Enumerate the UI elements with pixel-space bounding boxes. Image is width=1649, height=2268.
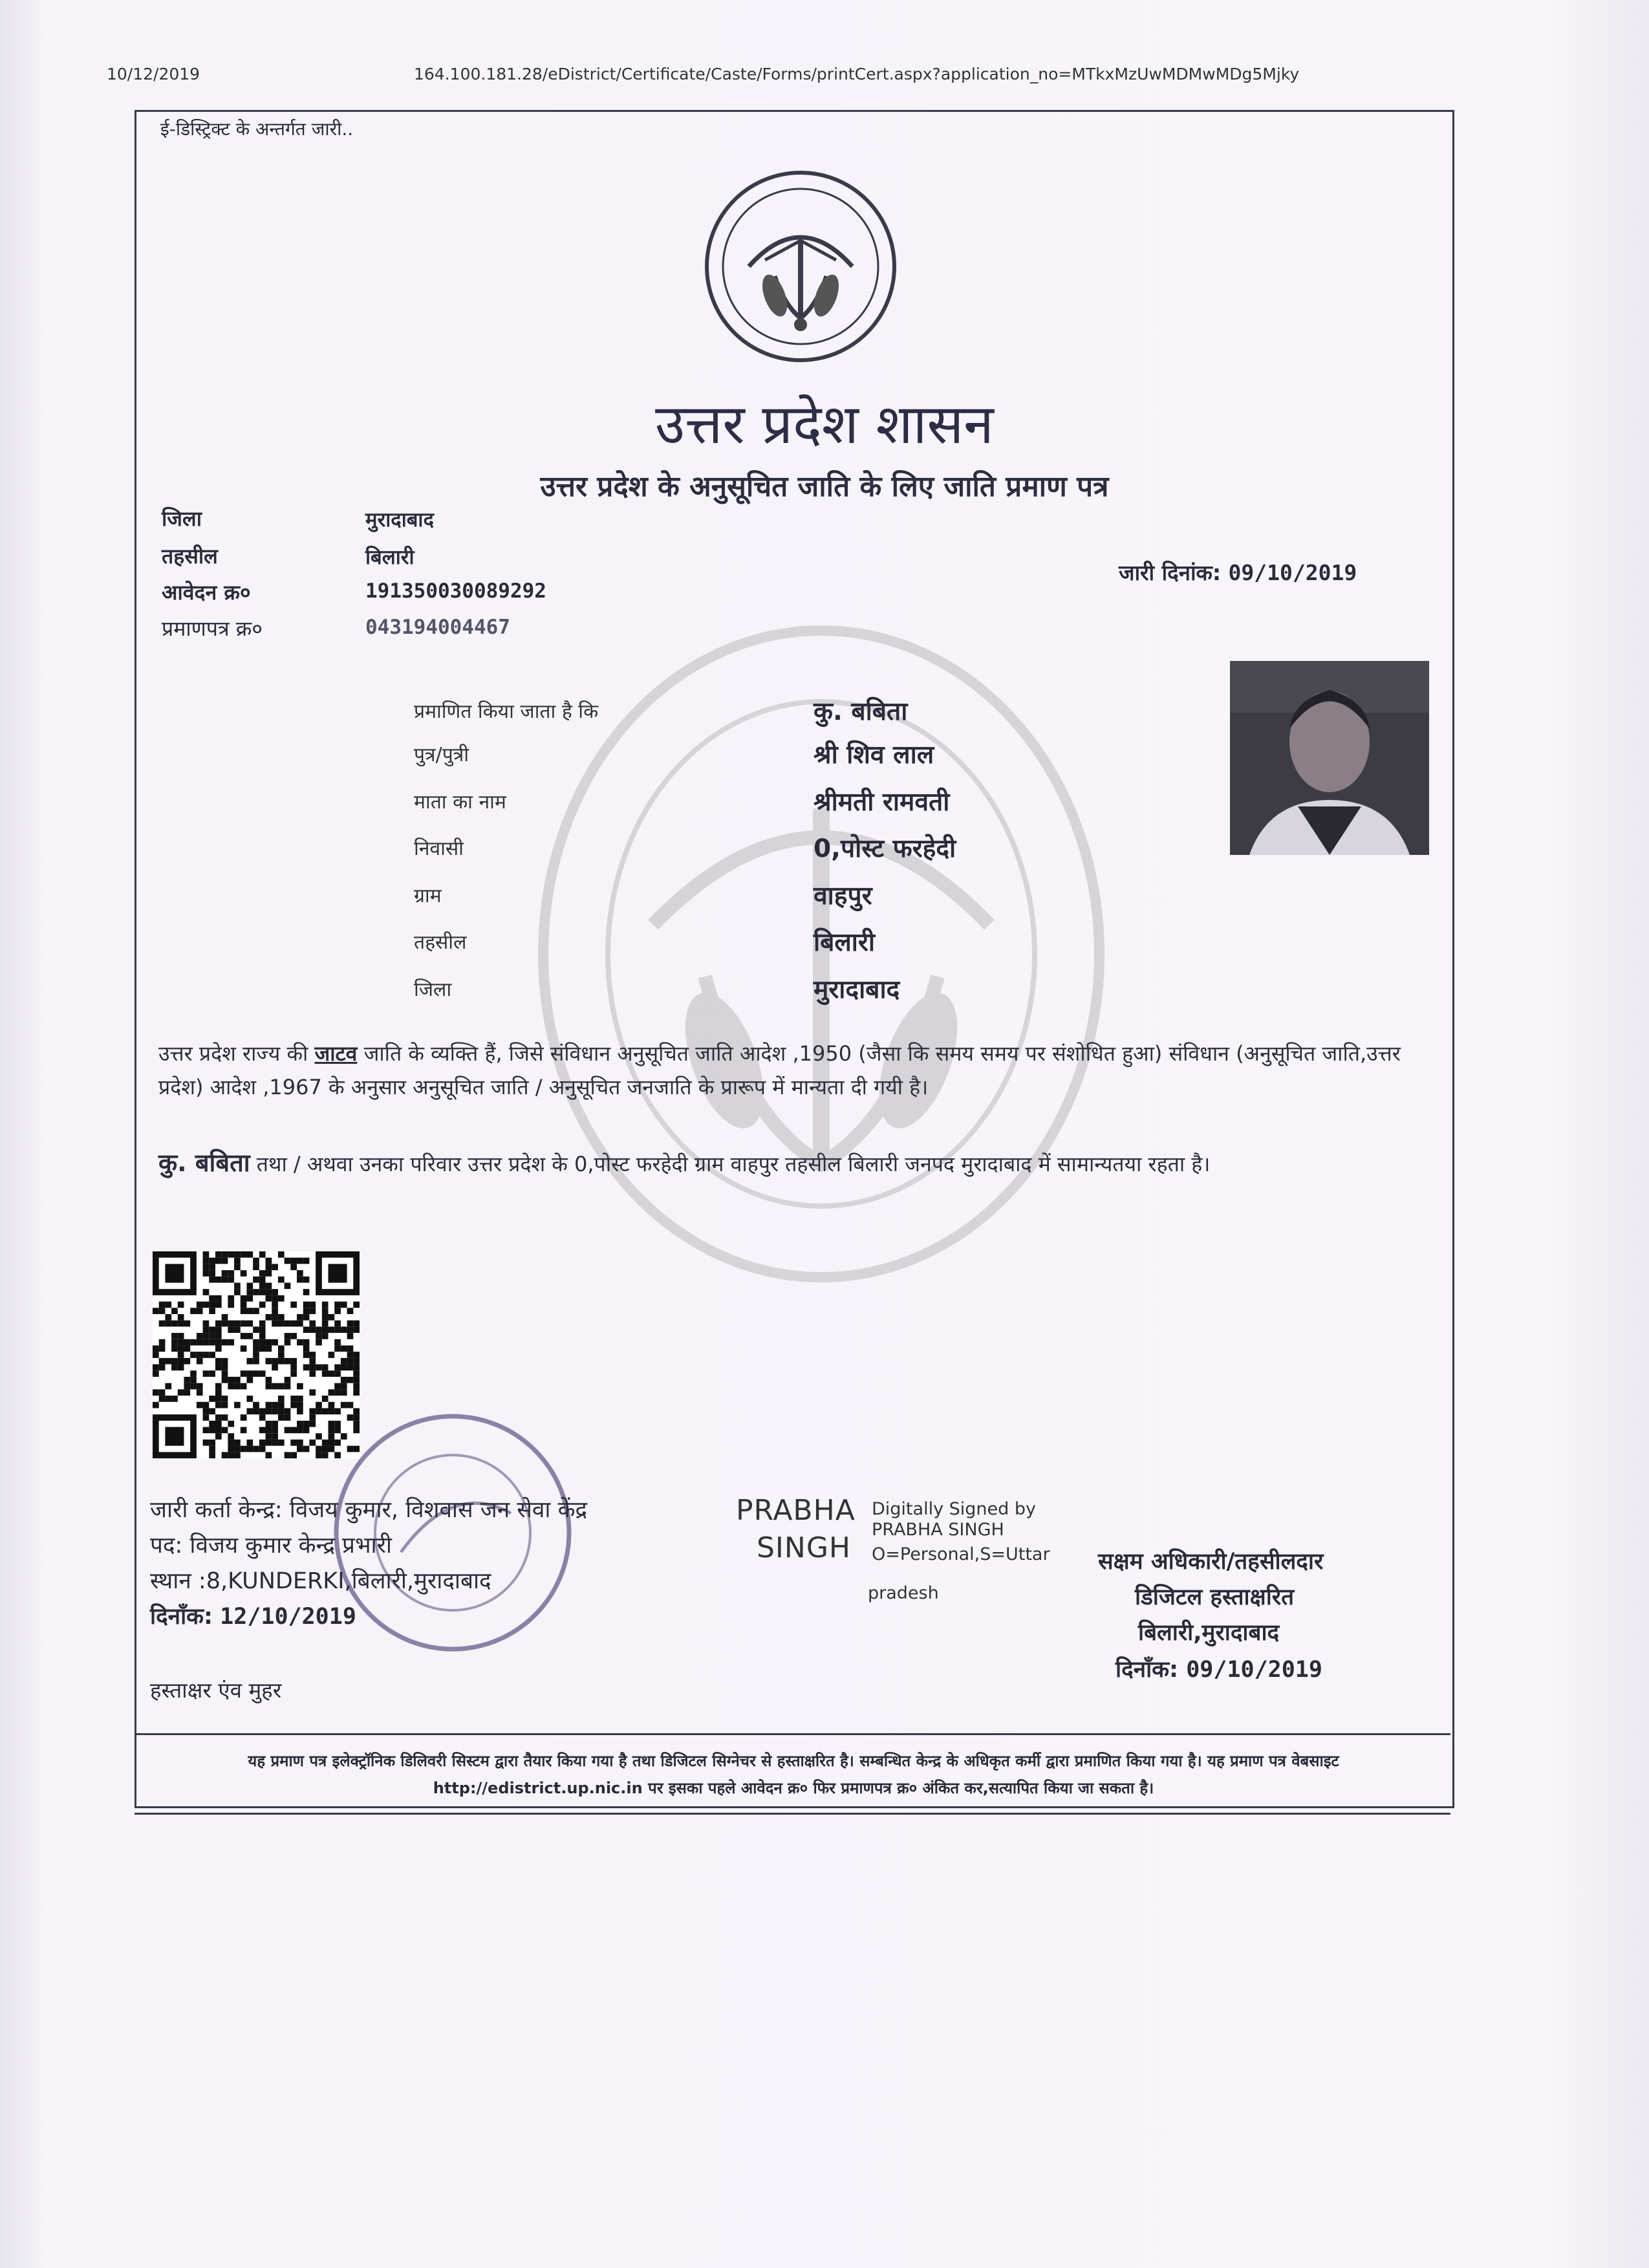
dsig-name-line2: SINGH (757, 1531, 852, 1564)
sign-note: हस्ताक्षर एंव मुहर (150, 1678, 282, 1703)
officer-title: सक्षम अधिकारी/तहसीलदार (1098, 1549, 1324, 1575)
issuer-date-label: दिनाँक: (150, 1604, 213, 1630)
print-date: 10/12/2019 (107, 65, 200, 83)
detail-label: पुत्र/पुत्री (414, 744, 469, 766)
detail-label: माता का नाम (414, 791, 506, 814)
issuer-centre: जारी कर्ता केन्द्र: विजय कुमार, विशवास जन सेवा केंद्र (150, 1497, 588, 1523)
residence-statement (158, 1146, 1426, 1181)
detail-label: तहसील (414, 931, 467, 954)
applicant-photo (1230, 661, 1429, 855)
detail-label: जिला (414, 978, 452, 1001)
certificate-subtitle: उत्तर प्रदेश के अनुसूचित जाति के लिए जाति प्रमाण पत्र (540, 470, 1109, 503)
detail-label: प्रमाणित किया जाता है कि (414, 700, 599, 723)
dsig-line3: O=Personal,S=Uttar (872, 1544, 1050, 1564)
caste-statement-post: जाति के व्यक्ति हैं, जिसे संविधान अनुसूचित जाति आदेश ,1950 (जैसा कि समय समय पर संशोधित हुआ) संविधान (अनुसूचित जाति,उत्तर प्रदेश) आदेश ,1967 के अनुसार अनुसूचित जाति / अनुसूचित जनजाति के प्रारूप में मान्यता दी गयी है। (158, 1041, 1401, 1099)
district-label: जिला (162, 506, 202, 531)
detail-label: निवासी (414, 837, 464, 860)
issuer-place: स्थान :8,KUNDERKI,बिलारी,मुरादाबाद (150, 1568, 491, 1594)
issuer-post: पद: विजय कुमार केन्द्र प्रभारी (150, 1533, 392, 1559)
detail-value: श्री शिव लाल (814, 740, 934, 770)
caste-name: जाटव (314, 1041, 358, 1066)
residence-text: तथा / अथवा उनका परिवार उत्तर प्रदेश के 0,पोस्ट फरहेदी ग्राम वाहपुर तहसील बिलारी जनपद मुरादाबाद में सामान्यतया रहता है। (250, 1152, 1211, 1176)
up-emblem-icon (704, 169, 898, 363)
print-url: 164.100.181.28/eDistrict/Certificate/Caste/Forms/printCert.aspx?application_no=MTkxMzUwMDMwMDg5Mjky (414, 65, 1300, 83)
application-label: आवेदन क्र० (162, 580, 251, 605)
detail-value: कु. बबिता (814, 697, 908, 726)
dsig-line1: Digitally Signed by (872, 1499, 1036, 1519)
page-title: उत्तर प्रदेश शासन (655, 393, 994, 456)
issue-date-value: 09/10/2019 (1228, 560, 1357, 585)
officer-date-value: 09/10/2019 (1186, 1657, 1322, 1683)
officer-date-label: दिनाँक: (1116, 1657, 1179, 1683)
detail-value: मुरादाबाद (814, 975, 900, 1004)
officer-date (1116, 1654, 1322, 1684)
tehsil-label: तहसील (162, 544, 218, 568)
caste-statement (158, 1037, 1426, 1104)
issuer-date-value: 12/10/2019 (220, 1604, 356, 1630)
detail-value: वाहपुर (814, 881, 872, 911)
issuer-date (150, 1601, 356, 1631)
officer-place: बिलारी,मुरादाबाद (1138, 1620, 1280, 1646)
detail-value: बिलारी (814, 928, 875, 957)
certificate-number: 043194004467 (365, 616, 510, 639)
dsig-line4: pradesh (868, 1583, 939, 1603)
issue-date-label: जारी दिनांक: (1119, 560, 1222, 585)
detail-value: श्रीमती रामवती (814, 788, 950, 817)
dsig-line2: PRABHA SINGH (872, 1520, 1004, 1540)
residence-name: कु. बबिता (158, 1149, 250, 1177)
district-value: मुरादाबाद (365, 508, 434, 532)
footer-note: यह प्रमाण पत्र इलेक्ट्रॉनिक डिलिवरी सिस्टम द्वारा तैयार किया गया है तथा डिजिटल सिग्नेचर से हस्ताक्षरित है। सम्बन्धित केन्द्र के अधिकृत कर्मी द्वारा प्रमाणित किया गया है। यह प्रमाण पत्र वेबसाइट http://edistrict.up.nic.in पर इसका पहले आवेदन क्र० फिर प्रमाणपत्र क्र० अंकित कर,सत्यापित किया जा सकता है। (248, 1752, 1339, 1797)
dsig-name-line1: PRABHA (736, 1494, 856, 1527)
header-note: ई-डिस्ट्रिक्ट के अन्तर्गत जारी.. (160, 118, 354, 140)
application-number: 191350030089292 (365, 579, 546, 603)
detail-label: ग्राम (414, 885, 442, 907)
certificate-label: प्रमाणपत्र क्र० (162, 616, 263, 641)
officer-signed: डिजिटल हस्ताक्षरित (1135, 1584, 1295, 1610)
tehsil-value: बिलारी (365, 546, 415, 569)
caste-statement-pre: उत्तर प्रदेश राज्य की (158, 1041, 315, 1066)
detail-value: 0,पोस्ट फरहेदी (814, 834, 956, 863)
issue-date (1119, 557, 1357, 587)
